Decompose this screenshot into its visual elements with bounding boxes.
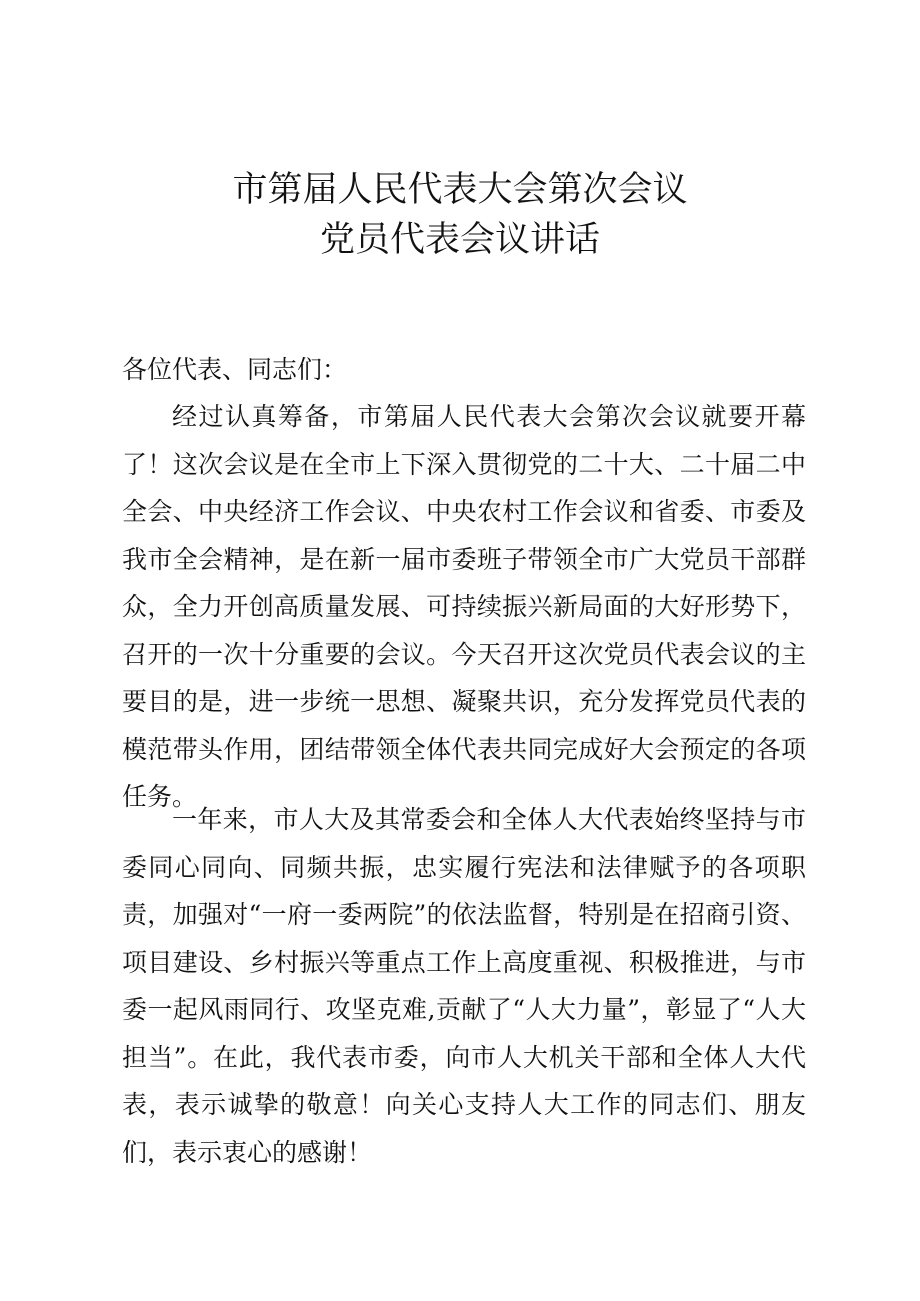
title-line-2: 党员代表会议讲话 xyxy=(319,220,600,260)
paragraph: 经过认真筹备，市第届人民代表大会第次会议就要开幕了！这次会议是在全市上下深入贯彻党的二十大、二十届二中全会、中央经济工作会议、中央农村工作会议和省委、市委及我市全会精神，是在新一届市委班子带领全市广大党员干部群众，全力开创高质量发展、可持续振兴新局面的大好形势下，召开的一次十分重要的会议。今天召开这次党员代表会议的主要目的是，进一步统一思想、凝聚共识，充分发挥党员代表的模范带头作用，团结带领全体代表共同完成好大会预定的各项任务。 xyxy=(122,402,806,811)
paragraph-block-2 xyxy=(122,796,806,1176)
salutation: 各位代表、同志们： xyxy=(122,355,348,384)
paragraph: 一年来，市人大及其常委会和全体人大代表始终坚持与市委同心同向、同频共振，忠实履行宪法和法律赋予的各项职责，加强对“一府一委两院”的依法监督，特别是在招商引资、项目建设、乡村振兴等重点工作上高度重视、积极推进，与市委一起风雨同行、攻坚克难,贡献了“人大力量”，彰显了“人大担当”。在此，我代表市委，向市人大机关干部和全体人大代表，表示诚挚的敬意！向关心支持人大工作的同志们、朋友们，表示衷心的感谢！ xyxy=(122,805,806,1167)
paragraph-block-1 xyxy=(122,393,806,821)
title-line-1: 市第届人民代表大会第次会议 xyxy=(232,170,688,210)
